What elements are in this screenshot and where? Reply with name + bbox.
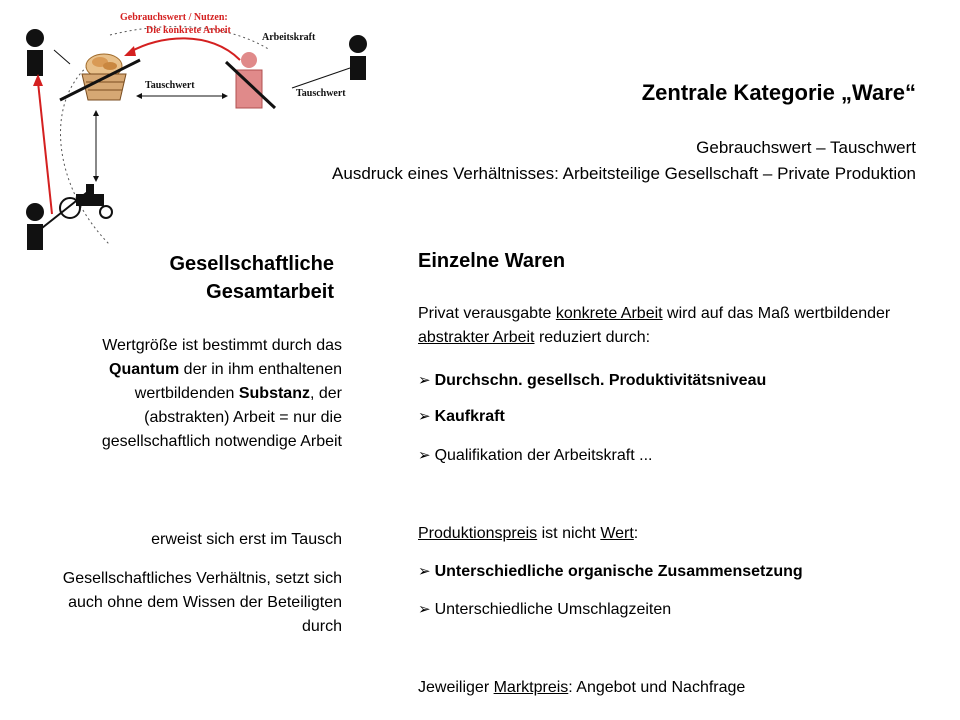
subtitle: Gebrauchswert – Tauschwert (696, 138, 916, 157)
bullet-label: Unterschiedliche Umschlagzeiten (434, 601, 672, 618)
text: der in ihm enthaltenen wertbildenden (134, 361, 342, 402)
person-icon (26, 203, 44, 250)
exchange-value-label: Tauschwert (145, 80, 195, 91)
text: : (633, 525, 639, 542)
text: wird auf das Maß wertbildender (662, 305, 891, 322)
production-price-term: Produktionspreis (418, 525, 538, 542)
value-term: Wert (600, 525, 634, 542)
left-heading-line: Gesamtarbeit (206, 281, 334, 303)
left-heading (100, 250, 334, 306)
person-icon (26, 29, 44, 76)
market-price-paragraph (418, 676, 938, 700)
exchange-value-label: Tauschwert (296, 88, 346, 99)
value-definition-paragraph (60, 334, 342, 454)
text: ist nicht (537, 525, 601, 542)
arrow-bullet-icon: ➢ (418, 563, 431, 580)
bullet-label: Qualifikation der Arbeitskraft ... (434, 447, 653, 464)
arrow-bullet-icon: ➢ (418, 408, 431, 425)
substance-term: Substanz (238, 385, 310, 402)
market-price-term: Marktpreis (493, 679, 569, 696)
bullet-item (418, 600, 671, 619)
text: Wertgröße ist bestimmt durch das (102, 337, 342, 354)
arrow-bullet-icon: ➢ (418, 601, 431, 618)
exchange-paragraph: erweist sich erst im Tausch (151, 531, 342, 548)
use-value-arrow (130, 38, 240, 60)
bullet-label: Durchschn. gesellsch. Produktivitätsniveau (434, 372, 767, 389)
subtitle: Ausdruck eines Verhältnisses: Arbeitsteilige Gesellschaft – Private Produktion (332, 164, 916, 183)
text: : Angebot und Nachfrage (568, 679, 746, 696)
arrow-bullet-icon: ➢ (418, 372, 431, 389)
intro-paragraph (418, 302, 938, 350)
red-arrow (38, 82, 52, 214)
commodity-exchange-diagram (0, 0, 380, 270)
quantum-term: Quantum (109, 361, 180, 378)
bullet-label: Kaufkraft (434, 408, 505, 425)
text: reduziert durch: (534, 329, 651, 346)
left-heading-line: Gesellschaftliche (169, 253, 334, 275)
bullet-item (418, 446, 652, 465)
use-value-label: Die konkrete Arbeit (146, 25, 231, 36)
use-value-label: Gebrauchswert / Nutzen: (120, 12, 228, 23)
bullet-item (418, 371, 766, 390)
price-paragraph (418, 522, 938, 546)
social-relation-paragraph: Gesellschaftliches Verhältnis, setzt sich auch ohne dem Wissen der Beteiligten durch (62, 570, 342, 635)
text: Jeweiliger (418, 679, 494, 696)
right-heading: Einzelne Waren (418, 250, 566, 272)
bullet-item (418, 562, 803, 581)
labor-power-label: Arbeitskraft (262, 32, 316, 43)
abstract-labor-term: abstrakter Arbeit (418, 329, 535, 346)
tractor-icon (60, 184, 112, 218)
text: , der (abstrakten) Arbeit = nur die gesellschaftlich notwendige Arbeit (101, 385, 342, 450)
arrow-bullet-icon: ➢ (418, 447, 431, 464)
person-icon (349, 35, 367, 80)
labor-power-icon (236, 52, 262, 108)
bullet-item (418, 407, 505, 426)
page-title: Zentrale Kategorie „Ware“ (641, 80, 916, 105)
concrete-labor-term: konkrete Arbeit (555, 305, 663, 322)
bullet-label: Unterschiedliche organische Zusammensetzung (434, 563, 803, 580)
text: Privat verausgabte (418, 305, 556, 322)
